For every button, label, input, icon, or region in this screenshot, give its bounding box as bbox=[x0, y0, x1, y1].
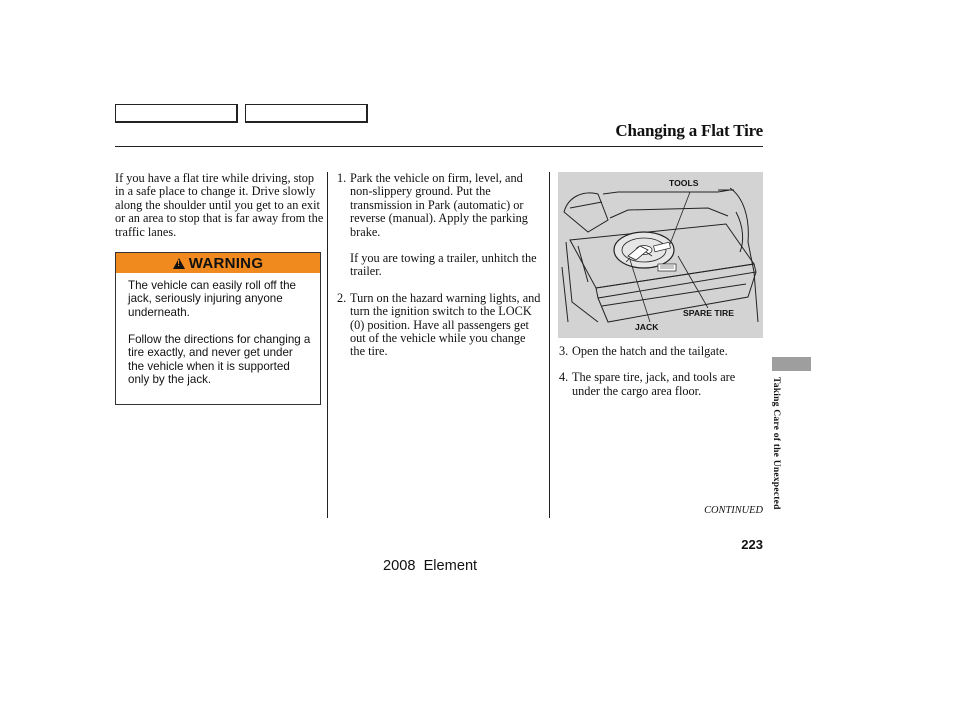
continued-label: CONTINUED bbox=[704, 505, 763, 516]
list-item bbox=[559, 345, 763, 358]
steps-list-col2 bbox=[337, 172, 543, 359]
warning-text-1: The vehicle can easily roll off the jack, seriously injuring anyone underneath. bbox=[128, 279, 296, 319]
warning-box bbox=[115, 252, 321, 405]
step-text: Park the vehicle on firm, level, and non-slippery ground. Put the transmission in Park (automatic) or reverse (manual). Apply the parking brake. bbox=[350, 171, 528, 239]
label-spare-tire: SPARE TIRE bbox=[683, 308, 734, 318]
step-text: Open the hatch and the tailgate. bbox=[572, 344, 728, 358]
footer-model: 2008 Element bbox=[383, 558, 478, 574]
step-text: The spare tire, jack, and tools are under the cargo area floor. bbox=[572, 370, 736, 398]
step-text: If you are towing a trailer, unhitch the trailer. bbox=[350, 251, 537, 279]
page-title: Changing a Flat Tire bbox=[615, 121, 763, 140]
list-item bbox=[337, 172, 543, 239]
nav-box-2 bbox=[245, 104, 368, 123]
label-tools: TOOLS bbox=[669, 178, 699, 188]
list-item bbox=[337, 252, 543, 279]
list-item bbox=[337, 292, 543, 359]
step-text: Turn on the hazard warning lights, and turn the ignition switch to the LOCK (0) position. Have all passengers get out of the vehicle while you change the tire. bbox=[350, 290, 541, 359]
step-number: 2. bbox=[337, 290, 347, 305]
page-number: 223 bbox=[741, 537, 763, 552]
step-number: 4. bbox=[559, 370, 569, 385]
cargo-area-illustration bbox=[558, 172, 763, 338]
intro-paragraph: If you have a flat tire while driving, stop in a safe place to change it. Drive slowly along the shoulder until you get to an exit or an area to stop that is far away from the traffic lanes. bbox=[115, 171, 324, 239]
step-number: 3. bbox=[559, 344, 569, 358]
title-rule bbox=[115, 146, 763, 147]
section-tab-label: Taking Care of the Unexpected bbox=[771, 377, 782, 510]
step-number: 1. bbox=[337, 171, 347, 185]
warning-text-2: Follow the directions for changing a tire exactly, and never get under the vehicle when it is supported only by the jack. bbox=[128, 333, 311, 387]
label-jack: JACK bbox=[635, 322, 659, 332]
warning-label: WARNING bbox=[188, 254, 264, 272]
steps-list-col3 bbox=[559, 345, 763, 398]
nav-box-1 bbox=[115, 104, 238, 123]
column-divider-2 bbox=[549, 172, 550, 518]
column-divider-1 bbox=[327, 172, 328, 518]
warning-triangle-icon bbox=[173, 258, 185, 269]
list-item bbox=[559, 371, 763, 398]
warning-header bbox=[116, 253, 320, 273]
section-tab-marker bbox=[772, 357, 811, 371]
